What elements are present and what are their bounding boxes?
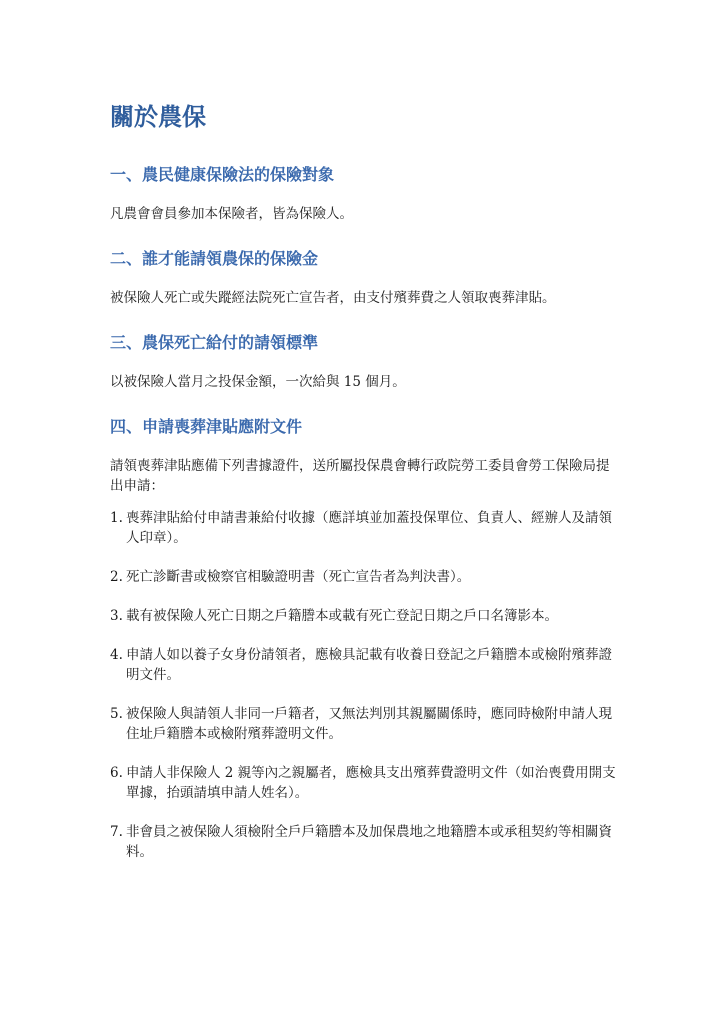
- list-item-text: 喪葬津貼給付申請書兼給付收據（應詳填並加蓋投保單位、負責人、經辦人及請領人印章）。: [126, 510, 612, 546]
- list-item: [110, 645, 620, 685]
- list-item: [110, 508, 620, 548]
- list-item-number: 7.: [110, 824, 123, 840]
- list-item-text: 申請人非保險人 2 親等內之親屬者，應檢具支出殯葬費證明文件（如治喪費用開支單據，抬頭請填申請人姓名）。: [126, 765, 616, 801]
- section-death-benefit-standard: [110, 332, 620, 392]
- section-insured-persons: [110, 164, 620, 224]
- list-item-number: 5.: [110, 706, 123, 722]
- page-title: 關於農保: [110, 103, 206, 131]
- list-item-number: 3.: [110, 608, 123, 624]
- list-item-text: 被保險人與請領人非同一戶籍者，又無法判別其親屬關係時，應同時檢附申請人現住址戶籍謄本或檢附殯葬證明文件。: [126, 706, 612, 742]
- required-documents-list: [110, 508, 620, 862]
- list-item-number: 4.: [110, 647, 123, 663]
- section-paragraph: 被保險人死亡或失蹤經法院死亡宣告者，由支付殯葬費之人領取喪葬津貼。: [110, 290, 556, 306]
- section-heading: 一、農民健康保險法的保險對象: [110, 165, 335, 184]
- list-item-number: 1.: [110, 510, 123, 526]
- section-eligible-claimant: [110, 248, 620, 308]
- list-item-text: 申請人如以養子女身份請領者，應檢具記載有收養日登記之戶籍謄本或檢附殯葬證明文件。: [126, 647, 612, 683]
- list-item-number: 6.: [110, 765, 123, 781]
- list-item: [110, 704, 620, 744]
- section-heading: 四、申請喪葬津貼應附文件: [110, 417, 303, 436]
- section-heading: 三、農保死亡給付的請領標準: [110, 333, 319, 352]
- list-item-number: 2.: [110, 569, 123, 585]
- list-item: [110, 606, 620, 626]
- section-heading: 二、誰才能請領農保的保險金: [110, 249, 319, 268]
- list-item: [110, 567, 620, 587]
- section-paragraph: 以被保險人當月之投保金額，一次給與 15 個月。: [110, 374, 406, 390]
- section-required-documents: [110, 416, 620, 862]
- list-item: [110, 763, 620, 803]
- section-paragraph: 凡農會會員參加本保險者，皆為保險人。: [110, 206, 353, 222]
- list-item-text: 死亡診斷書或檢察官相驗證明書（死亡宣告者為判決書）。: [126, 569, 471, 585]
- document-body: [110, 100, 620, 881]
- list-item-text: 非會員之被保險人須檢附全戶戶籍謄本及加保農地之地籍謄本或承租契約等相關資料。: [126, 824, 612, 860]
- list-item-text: 載有被保險人死亡日期之戶籍謄本或載有死亡登記日期之戶口名簿影本。: [126, 608, 558, 624]
- list-item: [110, 822, 620, 862]
- section-paragraph: 請領喪葬津貼應備下列書據證件，送所屬投保農會轉行政院勞工委員會勞工保險局提出申請：: [110, 458, 610, 494]
